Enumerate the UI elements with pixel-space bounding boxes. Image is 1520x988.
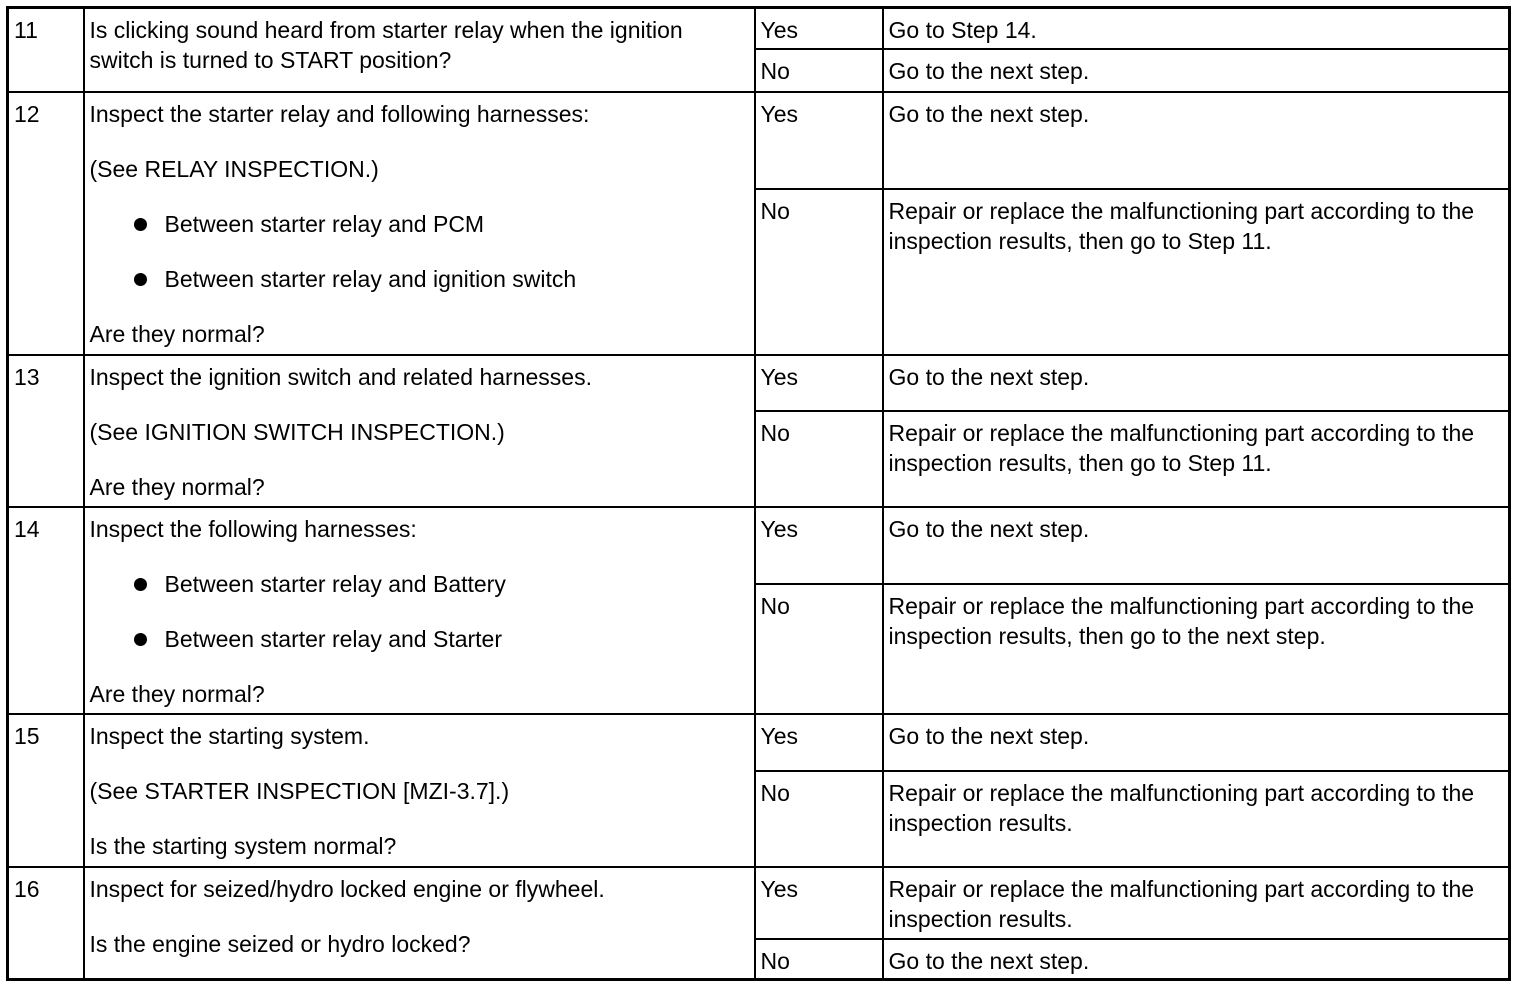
inspection-reference: (See STARTER INSPECTION [MZI-3.7].) [89,777,510,804]
list-item [90,624,748,654]
inspection-question: Are they normal? [89,320,265,347]
table-row [8,507,1510,584]
list-item-text: Between starter relay and Battery [164,570,506,597]
action-no: Repair or replace the malfunctioning part according to the inspection results, then go to Step 11. [883,189,1510,355]
action-yes: Repair or replace the malfunctioning part according to the inspection results. [883,867,1510,939]
harness-list [90,209,748,294]
inspection-text: Is clicking sound heard from starter relay when the ignition switch is turned to START position? [89,17,683,73]
result-yes: Yes [755,8,883,49]
step-number: 15 [8,714,84,867]
inspection-reference: (See IGNITION SWITCH INSPECTION.) [89,418,505,445]
step-number: 13 [8,355,84,507]
inspection-text: Inspect the starting system. [89,722,370,749]
action-no: Go to the next step. [883,49,1510,92]
result-yes: Yes [755,92,883,189]
inspection-cell [84,867,755,980]
inspection-cell [84,92,755,355]
inspection-question: Are they normal? [89,680,265,707]
inspection-cell [84,8,755,92]
result-yes: Yes [755,714,883,771]
step-number: 11 [8,8,84,92]
action-yes: Go to the next step. [883,507,1510,584]
action-yes: Go to Step 14. [883,8,1510,49]
action-no: Repair or replace the malfunctioning part according to the inspection results, then go to the next step. [883,584,1510,714]
result-no: No [755,189,883,355]
result-no: No [755,771,883,867]
inspection-question: Are they normal? [89,473,265,500]
list-item-text: Between starter relay and ignition switch [164,265,577,292]
result-no: No [755,411,883,507]
step-number: 14 [8,507,84,714]
diagnostic-procedure-table [6,6,1511,981]
inspection-cell [84,507,755,714]
inspection-question: Is the engine seized or hydro locked? [89,930,471,957]
list-item [90,264,748,294]
action-no: Repair or replace the malfunctioning part according to the inspection results. [883,771,1510,867]
table-row [8,8,1510,49]
inspection-cell [84,714,755,867]
action-no: Go to the next step. [883,939,1510,980]
result-yes: Yes [755,507,883,584]
bullet-icon [134,633,147,646]
harness-list [90,569,748,654]
bullet-icon [134,218,147,231]
action-yes: Go to the next step. [883,714,1510,771]
table-row [8,714,1510,771]
list-item [90,209,748,239]
inspection-reference: (See RELAY INSPECTION.) [89,155,379,182]
inspection-text: Inspect the following harnesses: [89,515,417,542]
list-item-text: Between starter relay and PCM [164,210,485,237]
inspection-question: Is the starting system normal? [89,832,397,859]
inspection-cell [84,355,755,507]
result-no: No [755,584,883,714]
action-yes: Go to the next step. [883,92,1510,189]
step-number: 16 [8,867,84,980]
inspection-text: Inspect for seized/hydro locked engine or flywheel. [89,875,605,902]
result-no: No [755,49,883,92]
inspection-text: Inspect the starter relay and following harnesses: [89,100,590,127]
inspection-text: Inspect the ignition switch and related harnesses. [89,363,592,390]
result-yes: Yes [755,867,883,939]
list-item [90,569,748,599]
bullet-icon [134,578,147,591]
action-no: Repair or replace the malfunctioning part according to the inspection results, then go to Step 11. [883,411,1510,507]
action-yes: Go to the next step. [883,355,1510,411]
bullet-icon [134,273,147,286]
table-row [8,92,1510,189]
table-row [8,867,1510,939]
step-number: 12 [8,92,84,355]
result-no: No [755,939,883,980]
result-yes: Yes [755,355,883,411]
list-item-text: Between starter relay and Starter [164,625,502,652]
table-row [8,355,1510,411]
